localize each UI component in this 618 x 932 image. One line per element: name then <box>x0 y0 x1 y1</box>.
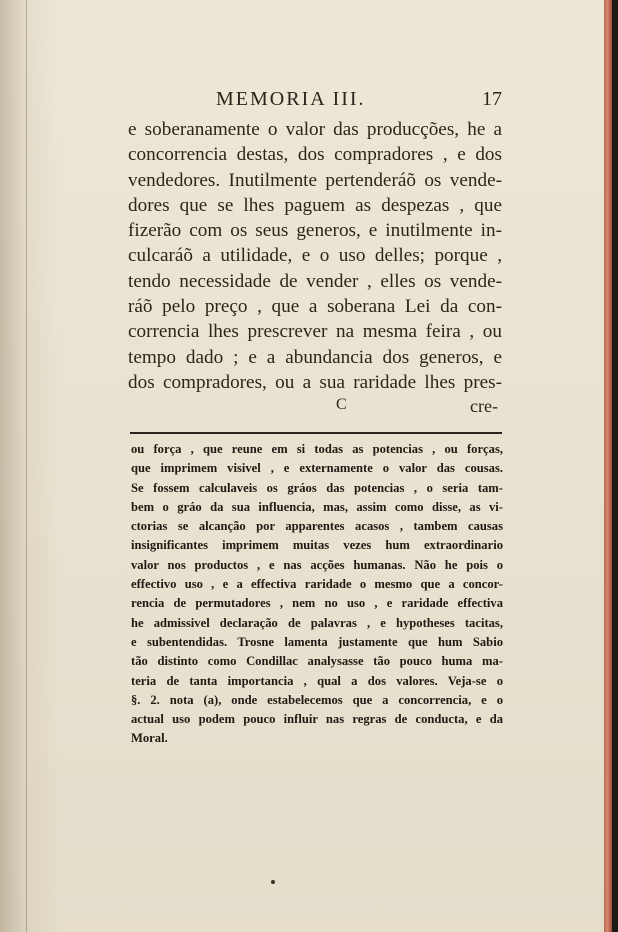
footnote-line: ou força , que reune em si todas as potencias , ou forças, <box>131 442 503 456</box>
body-line: culcaráõ a utilidade, e o uso delles; porque , <box>128 245 502 267</box>
signature-line <box>128 396 502 420</box>
footnote-line: he admissivel declaração de palavras , e hypotheses tacitas, <box>131 615 503 630</box>
footnote-line: valor nos productos , e nas acções humanas. Não he pois o <box>131 557 503 572</box>
footnote-line: e subentendidas. Trosne lamenta justamente que hum Sabio <box>131 634 503 649</box>
binding-gutter <box>26 0 27 932</box>
body-line: tendo necessidade de vender , elles os vende- <box>128 270 502 292</box>
running-title: MEMORIA III. <box>216 88 366 110</box>
body-line: correncia lhes prescrever na mesma feira , ou <box>128 321 502 343</box>
catchword: cre- <box>470 396 498 416</box>
body-line: ráõ pelo preço , que a soberana Lei da con- <box>128 296 502 318</box>
footnote-line: teria de tanta importancia , qual a dos valores. Veja-se o <box>131 673 503 688</box>
running-header <box>216 88 506 114</box>
footnote-line: tão distinto como Condillac analysasse tão pouco huma ma- <box>131 654 503 669</box>
main-text <box>128 117 502 395</box>
footnote-line: effectivo uso , e a effectiva raridade o mesmo que a concor- <box>131 577 503 592</box>
signature-mark: C <box>336 396 347 413</box>
footnote-line: insignificantes imprimem muitas vezes hum extraordinario <box>131 538 503 553</box>
footnote-line: bem o gráo da sua influencia, mas, assim como disse, as vi- <box>131 499 503 514</box>
footnote-line: Se fossem calculaveis os gráos das potencias , o seria tam- <box>131 480 503 495</box>
body-line: vendedores. Inutilmente pertenderáõ os vende- <box>128 169 502 191</box>
page-number: 17 <box>482 88 502 110</box>
footnote-line: rencia de permutadores , nem no uso , e raridade effectiva <box>131 596 503 611</box>
background-edge <box>612 0 618 932</box>
body-line: e soberanamente o valor das producções, he a <box>128 119 502 140</box>
footnote-line: §. 2. nota (a), onde estabelecemos que a concorrencia, e o <box>131 692 503 707</box>
footnote-line: ctorias se alcanção por apparentes acasos , tambem causas <box>131 519 503 534</box>
body-line: dores que se lhes paguem as despezas , que <box>128 194 502 216</box>
footnote-rule <box>130 432 502 434</box>
body-line: fizerão com os seus generos, e inutilmente in- <box>128 220 502 242</box>
page-edge-red <box>604 0 612 932</box>
body-line: tempo dado ; e a abundancia dos generos, e <box>128 346 502 368</box>
body-line: dos compradores, ou a sua raridade lhes pres- <box>128 371 502 393</box>
footnote-line: Moral. <box>131 731 168 746</box>
page-speck <box>271 880 275 884</box>
body-line: concorrencia destas, dos compradores , e dos <box>128 144 502 166</box>
footnote-line: que imprimem visivel , e externamente o valor das cousas. <box>131 461 503 476</box>
footnote-line: actual uso podem pouco influir nas regras de conducta, e da <box>131 712 503 727</box>
footnote-text <box>131 440 503 749</box>
